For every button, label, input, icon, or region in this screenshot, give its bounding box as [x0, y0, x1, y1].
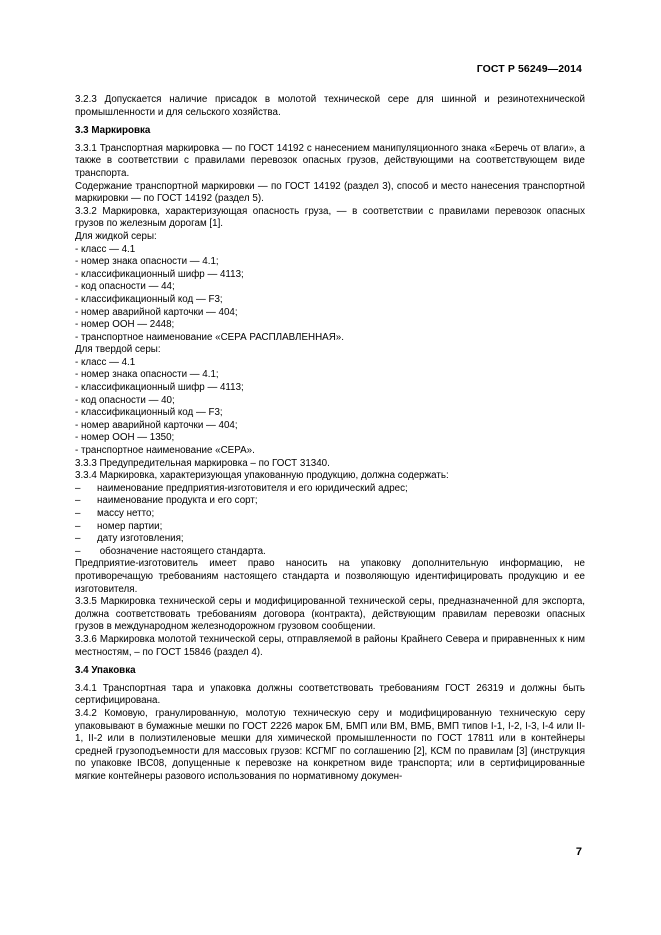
solid-item: - номер знака опасности — 4.1; — [75, 369, 219, 381]
paragraph-3-2-3: 3.2.3 Допускается наличие присадок в молотой технической сере для шинной и резинотехнической промышленности и для сельского хозяйства. — [75, 94, 585, 118]
liquid-item: - номер аварийной карточки — 404; — [75, 306, 238, 318]
paragraph-manufacturer-right: Предприятие-изготовитель имеет право наносить на упаковку дополнительную информацию, не противоречащую требованиям настоящего стандарта и позволяющую идентифицировать продукцию и ее изготовителя. — [75, 558, 585, 595]
paragraph-3-4-2: 3.4.2 Комовую, гранулированную, молотую техническую серу и модифицированную техническую серу упаковывают в бумажные мешки по ГОСТ 2226 марок БМ, БМП или ВМ, ВМБ, ВМП типов I-1, I-2, I-3, I-4 или II-1, II-2 или в полиэтиленовые мешки для химической промышленности по ГОСТ 17811 или в контейнеры средней грузоподъемности для массовых грузов: КСГМГ по соглашению [2], КСМ по правилам [3] (инструкция по упаковке IBC08, допущенные к перевозке на конкретном виде транспорта; или в сертифицированные мягкие контейнеры разового использования по нормативному докумен- — [75, 707, 585, 782]
product-item — [75, 533, 585, 546]
liquid-item: - класс — 4.1 — [75, 243, 136, 255]
product-item-text: наименование продукта и его сорт; — [97, 495, 258, 507]
paragraph-3-4-1: 3.4.1 Транспортная тара и упаковка должны соответствовать требованиям ГОСТ 26319 и должны быть сертифицирована. — [75, 682, 585, 707]
product-item — [75, 495, 585, 508]
document-standard-header: ГОСТ Р 56249—2014 — [476, 63, 582, 75]
liquid-item: - номер ООН — 2448; — [75, 319, 175, 331]
dash-marker: – — [75, 520, 81, 532]
product-item-text: обозначение настоящего стандарта. — [97, 545, 266, 557]
product-item — [75, 521, 585, 534]
liquid-item: - классификационный шифр — 4113; — [75, 268, 244, 280]
solid-item: - классификационный код — F3; — [75, 407, 223, 419]
dash-marker: – — [75, 482, 81, 494]
product-item-text: массу нетто; — [97, 508, 155, 519]
solid-item: - класс — 4.1 — [75, 356, 136, 368]
liquid-sulfur-title: Для жидкой серы: — [75, 230, 157, 242]
paragraph-3-3-4: 3.3.4 Маркировка, характеризующая упакованную продукцию, должна содержать: — [75, 470, 449, 482]
dash-marker: – — [75, 508, 81, 519]
solid-item: - классификационный шифр — 4113; — [75, 382, 244, 394]
heading-3-3: 3.3 Маркировка — [75, 125, 151, 137]
paragraph-3-3-5: 3.3.5 Маркировка технической серы и модифицированной технической серы, предназначенной для экспорта, должна соответствовать требованиям договора (контракта), действующим правилам перевозки опасных грузов в международном железнодорожном грузовом сообщении. — [75, 596, 585, 633]
solid-item: - номер ООН — 1350; — [75, 432, 175, 444]
document-body — [75, 94, 585, 783]
paragraph-3-3-6: 3.3.6 Маркировка молотой технической серы, отправляемой в районы Крайнего Севера и приравненных к ним местностям, – по ГОСТ 15846 (раздел 4). — [75, 633, 585, 658]
paragraph-3-3-3: 3.3.3 Предупредительная маркировка – по ГОСТ 31340. — [75, 457, 330, 469]
paragraph-3-3-2: 3.3.2 Маркировка, характеризующая опасность груза, — в соответствии с правилами перевозок опасных грузов по железным дорогам [1]. — [75, 205, 585, 230]
dash-marker: – — [75, 533, 81, 545]
solid-item: - транспортное наименование «СЕРА». — [75, 445, 255, 457]
product-item — [75, 483, 585, 496]
solid-item: - номер аварийной карточки — 404; — [75, 419, 238, 431]
page-number: 7 — [575, 846, 582, 858]
solid-sulfur-title: Для твердой серы: — [75, 344, 161, 356]
liquid-item: - транспортное наименование «СЕРА РАСПЛАВЛЕННАЯ». — [75, 331, 344, 343]
dash-marker: – — [75, 495, 81, 507]
product-item-text: дату изготовления; — [97, 533, 184, 545]
liquid-item: - классификационный код — F3; — [75, 293, 223, 305]
product-item-text: наименование предприятия-изготовителя и его юридический адрес; — [97, 482, 408, 494]
dash-marker: – — [75, 545, 81, 557]
solid-item: - код опасности — 40; — [75, 394, 175, 406]
paragraph-3-3-1: 3.3.1 Транспортная маркировка — по ГОСТ 14192 с нанесением манипуляционного знака «Беречь от влаги», а также в соответствии с правилами перевозок опасных грузов, действующими на соответствующем виде транспорта. — [75, 142, 585, 179]
product-item-text: номер партии; — [97, 520, 163, 532]
paragraph-3-3-1-content: Содержание транспортной маркировки — по ГОСТ 14192 (раздел 3), способ и место нанесения транспортной маркировки — по ГОСТ 14192 (раздел 5). — [75, 180, 585, 205]
product-item — [75, 546, 585, 559]
liquid-item: - код опасности — 44; — [75, 281, 175, 293]
product-item — [75, 508, 585, 521]
liquid-item: - номер знака опасности — 4.1; — [75, 256, 219, 268]
heading-3-4: 3.4 Упаковка — [75, 665, 136, 677]
